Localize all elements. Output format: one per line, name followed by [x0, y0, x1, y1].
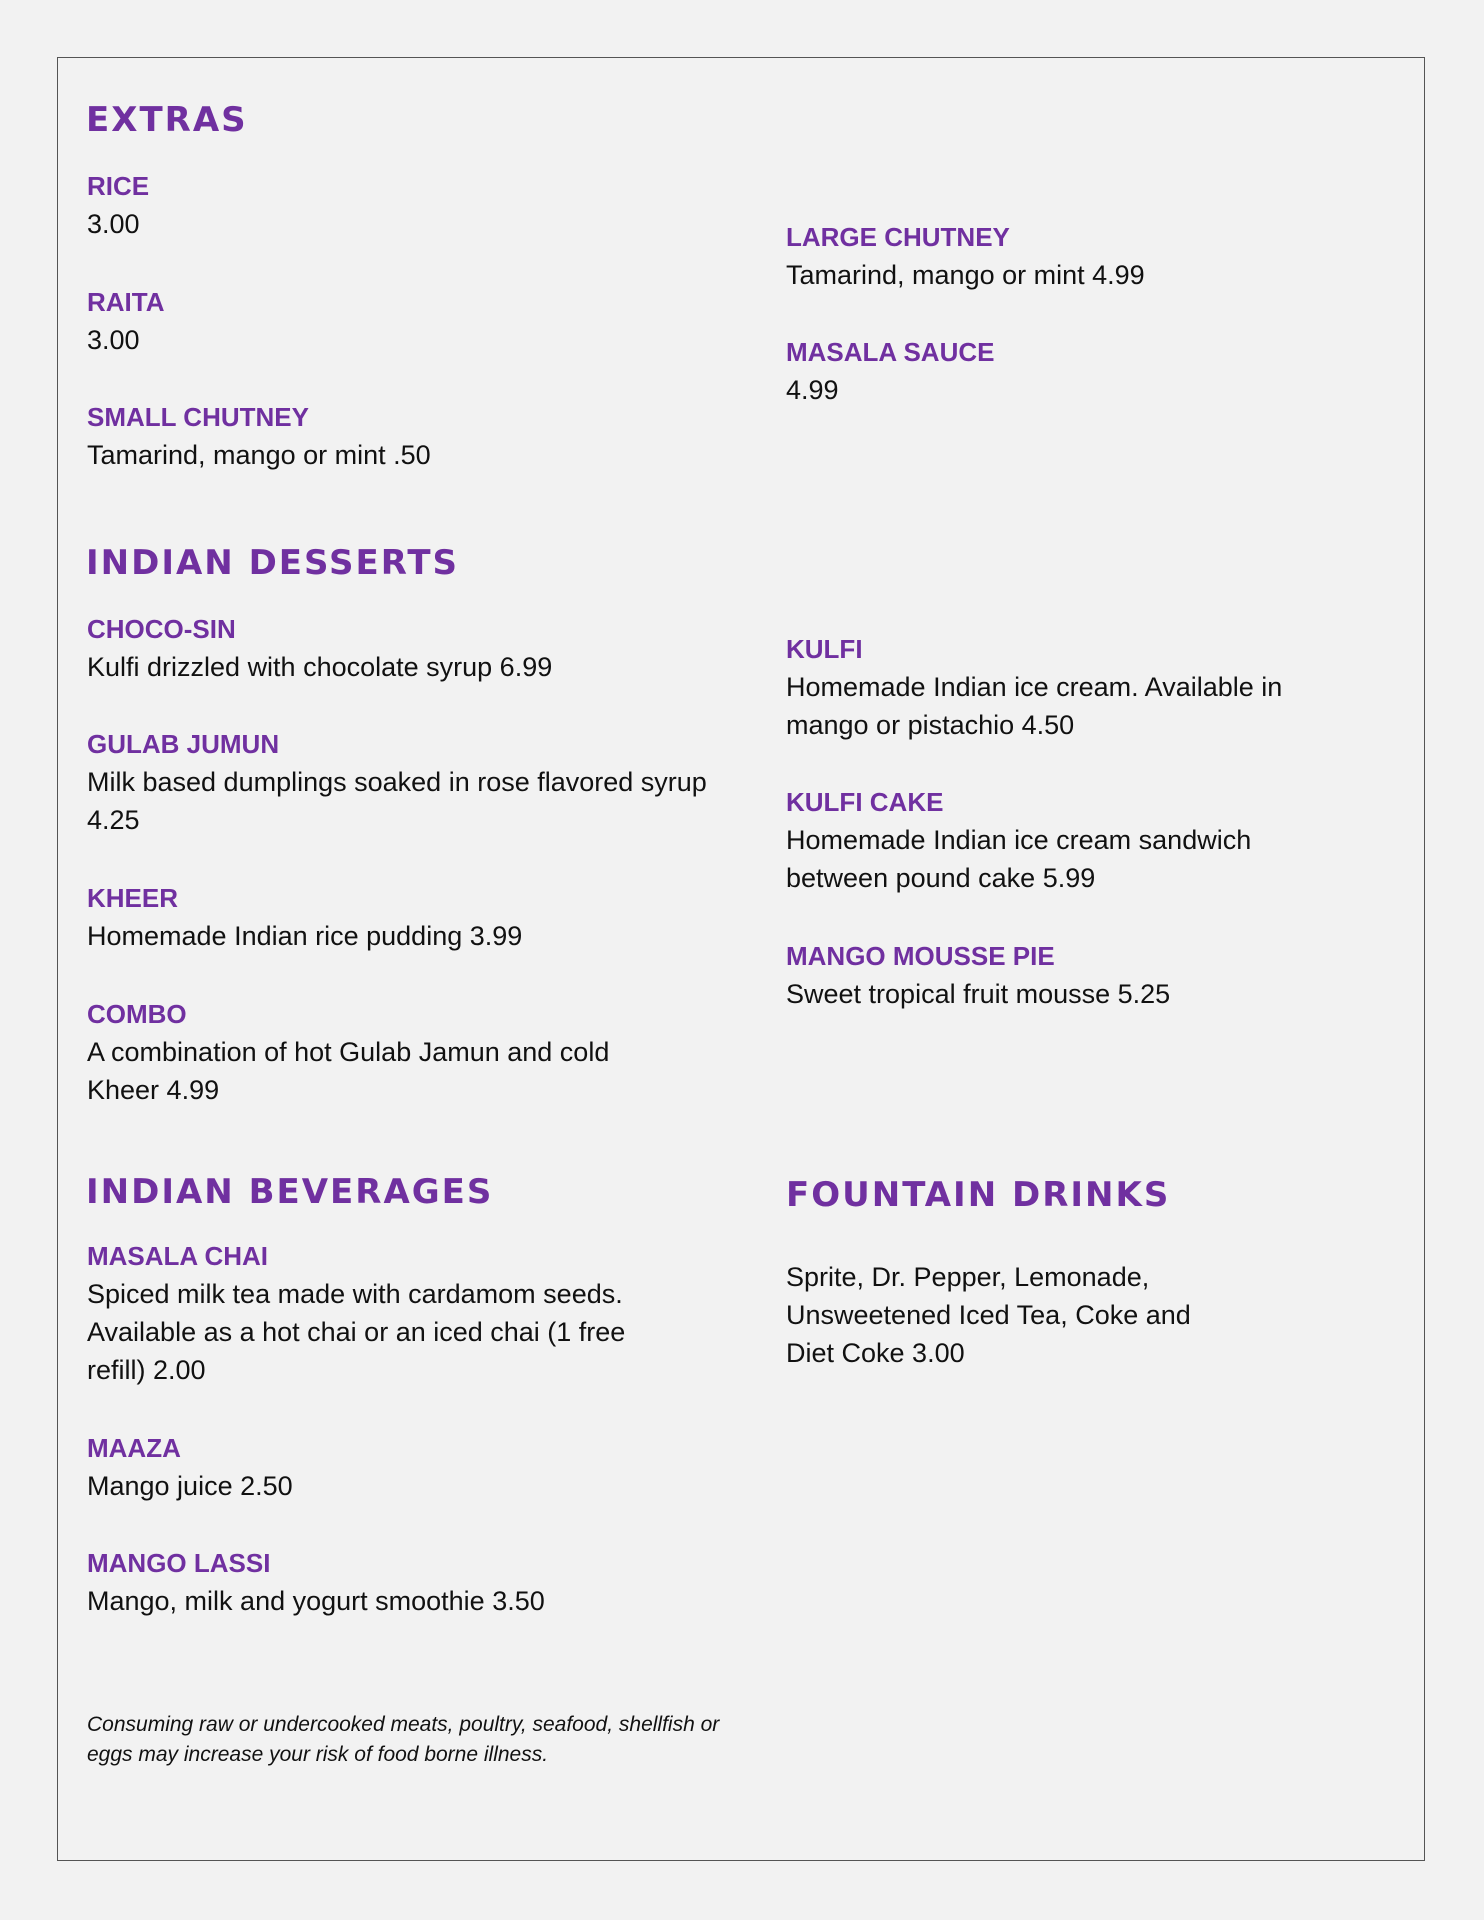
section-title-fountain-drinks: FOUNTAIN DRINKS — [786, 1175, 1171, 1215]
item-description: Sweet tropical fruit mousse 5.25 — [786, 979, 1171, 1009]
item-name: MAAZA — [87, 1433, 181, 1463]
menu-item — [87, 610, 707, 686]
item-name: GULAB JUMUN — [87, 729, 280, 759]
food-safety-disclaimer: Consuming raw or undercooked meats, poultry, seafood, shellfish or eggs may increase your risk of food borne illness. — [87, 1713, 720, 1766]
item-description: A combination of hot Gulab Jamun and cold Kheer 4.99 — [87, 1037, 610, 1105]
menu-item — [87, 1429, 707, 1505]
menu-item — [786, 630, 1346, 744]
item-name: KHEER — [87, 883, 179, 913]
menu-item — [87, 1544, 707, 1620]
item-name: MASALA SAUCE — [786, 337, 995, 367]
menu-item — [87, 283, 707, 359]
menu-item — [87, 879, 707, 955]
menu-item — [87, 398, 707, 474]
item-description: Tamarind, mango or mint .50 — [87, 440, 431, 470]
menu-item — [87, 995, 677, 1109]
item-description: Tamarind, mango or mint 4.99 — [786, 260, 1145, 290]
item-name: RAITA — [87, 287, 165, 317]
item-description: Mango, milk and yogurt smoothie 3.50 — [87, 1586, 545, 1616]
item-name: KULFI CAKE — [786, 787, 944, 817]
fountain-drinks-description — [786, 1258, 1236, 1372]
item-description: Homemade Indian ice cream sandwich between pound cake 5.99 — [786, 825, 1252, 893]
menu-item — [87, 167, 707, 243]
item-name: KULFI — [786, 634, 863, 664]
menu-item — [87, 725, 707, 839]
item-description: Mango juice 2.50 — [87, 1471, 293, 1501]
item-description: 3.00 — [87, 209, 140, 239]
item-name: RICE — [87, 171, 150, 201]
item-description: Milk based dumplings soaked in rose flavored syrup 4.25 — [87, 767, 707, 835]
section-title-extras: EXTRAS — [86, 100, 248, 140]
item-name: SMALL CHUTNEY — [87, 402, 309, 432]
menu-item — [786, 218, 1406, 294]
item-name: MANGO LASSI — [87, 1548, 271, 1578]
item-name: MANGO MOUSSE PIE — [786, 941, 1055, 971]
item-description: Kulfi drizzled with chocolate syrup 6.99 — [87, 652, 553, 682]
item-description: Sprite, Dr. Pepper, Lemonade, Unsweetened Iced Tea, Coke and Diet Coke 3.00 — [786, 1262, 1191, 1368]
menu-item — [786, 937, 1406, 1013]
menu-item — [786, 333, 1406, 409]
item-description: 3.00 — [87, 325, 140, 355]
item-description: Spiced milk tea made with cardamom seeds. Available as a hot chai or an iced chai (1 free refill) 2.00 — [87, 1279, 626, 1385]
section-title-beverages: INDIAN BEVERAGES — [86, 1172, 494, 1212]
item-description: Homemade Indian ice cream. Available in mango or pistachio 4.50 — [786, 672, 1283, 740]
item-description: Homemade Indian rice pudding 3.99 — [87, 921, 523, 951]
section-title-desserts: INDIAN DESSERTS — [86, 543, 460, 583]
item-description: 4.99 — [786, 375, 839, 405]
menu-item — [786, 783, 1306, 897]
item-name: CHOCO-SIN — [87, 614, 236, 644]
item-name: MASALA CHAI — [87, 1241, 269, 1271]
item-name: LARGE CHUTNEY — [786, 222, 1010, 252]
menu-item — [87, 1237, 687, 1389]
item-name: COMBO — [87, 999, 187, 1029]
